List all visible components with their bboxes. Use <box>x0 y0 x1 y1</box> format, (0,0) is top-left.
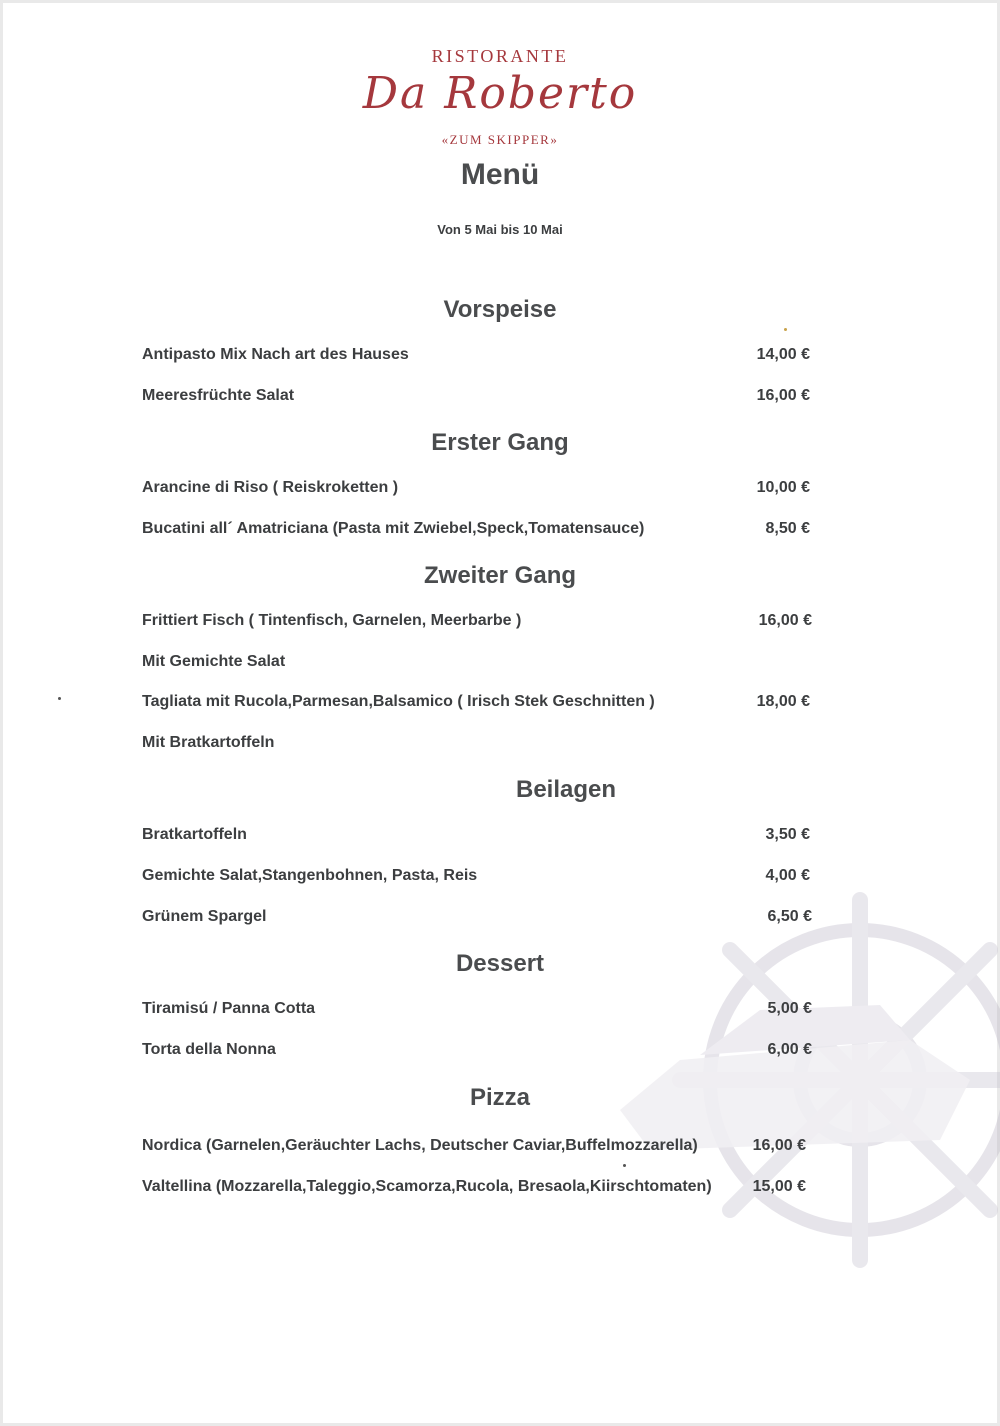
menu-item-price: 18,00 € <box>756 693 810 710</box>
menu-title: Menü <box>460 158 540 191</box>
menu-item-price: 6,00 € <box>767 1041 812 1058</box>
menu-item-name: Arancine di Riso ( Reiskroketten ) <box>142 479 399 496</box>
menu-item-price: 16,00 € <box>752 1137 806 1154</box>
date-range: Von 5 Mai bis 10 Mai <box>437 222 563 237</box>
menu-item <box>142 908 832 932</box>
restaurant-subtitle: «ZUM SKIPPER» <box>441 132 559 147</box>
menu-item-price: 15,00 € <box>752 1178 806 1195</box>
section-title-erster-gang: Erster Gang <box>431 429 569 456</box>
menu-item <box>142 612 832 636</box>
scan-speck <box>58 697 61 700</box>
menu-item-price: 5,00 € <box>767 1000 812 1017</box>
scan-speck <box>623 1164 626 1167</box>
section-title-beilagen: Beilagen <box>515 776 617 803</box>
menu-item <box>142 346 832 370</box>
restaurant-name: Da Roberto <box>362 68 638 119</box>
menu-item-name: Mit Gemichte Salat <box>142 653 286 670</box>
menu-item-name: Antipasto Mix Nach art des Hauses <box>142 346 409 363</box>
menu-item-price: 14,00 € <box>756 346 810 363</box>
menu-item-name: Torta della Nonna <box>142 1041 276 1058</box>
menu-item-name: Meeresfrüchte Salat <box>142 387 295 404</box>
menu-item-name: Valtellina (Mozzarella,Taleggio,Scamorza,Rucola, Bresaola,Kiirschtomaten) <box>142 1178 712 1195</box>
section-title-zweiter-gang: Zweiter Gang <box>423 562 577 589</box>
menu-item <box>142 826 832 850</box>
menu-item-price: 6,50 € <box>767 908 812 925</box>
menu-item-name: Grünem Spargel <box>142 908 267 925</box>
menu-item <box>142 520 832 544</box>
menu-item <box>142 653 832 677</box>
menu-item-name: Nordica (Garnelen,Geräuchter Lachs, Deutscher Caviar,Buffelmozzarella) <box>142 1137 698 1154</box>
menu-item-name: Tagliata mit Rucola,Parmesan,Balsamico ( Irisch Stek Geschnitten ) <box>142 693 655 710</box>
menu-item-price: 4,00 € <box>765 867 810 884</box>
menu-item-name: Gemichte Salat,Stangenbohnen, Pasta, Reis <box>142 867 478 884</box>
menu-item-name: Tiramisú / Panna Cotta <box>142 1000 316 1017</box>
section-title-vorspeise: Vorspeise <box>443 296 557 323</box>
menu-item-name: Bratkartoffeln <box>142 826 247 843</box>
menu-item-price: 3,50 € <box>765 826 810 843</box>
menu-item-price: 10,00 € <box>756 479 810 496</box>
section-title-dessert: Dessert <box>455 950 545 977</box>
menu-item <box>142 479 832 503</box>
menu-item <box>142 693 832 717</box>
menu-item-name: Frittiert Fisch ( Tintenfisch, Garnelen, Meerbarbe ) <box>142 612 522 629</box>
menu-item-price: 16,00 € <box>756 387 810 404</box>
menu-item <box>142 734 832 758</box>
menu-item <box>142 867 832 891</box>
restaurant-label: RISTORANTE <box>431 46 569 66</box>
section-title-pizza: Pizza <box>469 1084 531 1111</box>
menu-item <box>142 1178 832 1202</box>
menu-item-price: 16,00 € <box>758 612 812 629</box>
scan-speck <box>784 328 787 331</box>
menu-item-name: Mit Bratkartoffeln <box>142 734 275 751</box>
menu-item <box>142 387 832 411</box>
menu-item-price: 8,50 € <box>765 520 810 537</box>
menu-item <box>142 1041 832 1065</box>
menu-item-name: Bucatini all´ Amatriciana (Pasta mit Zwiebel,Speck,Tomatensauce) <box>142 520 645 537</box>
menu-item <box>142 1000 832 1024</box>
menu-item <box>142 1137 832 1161</box>
